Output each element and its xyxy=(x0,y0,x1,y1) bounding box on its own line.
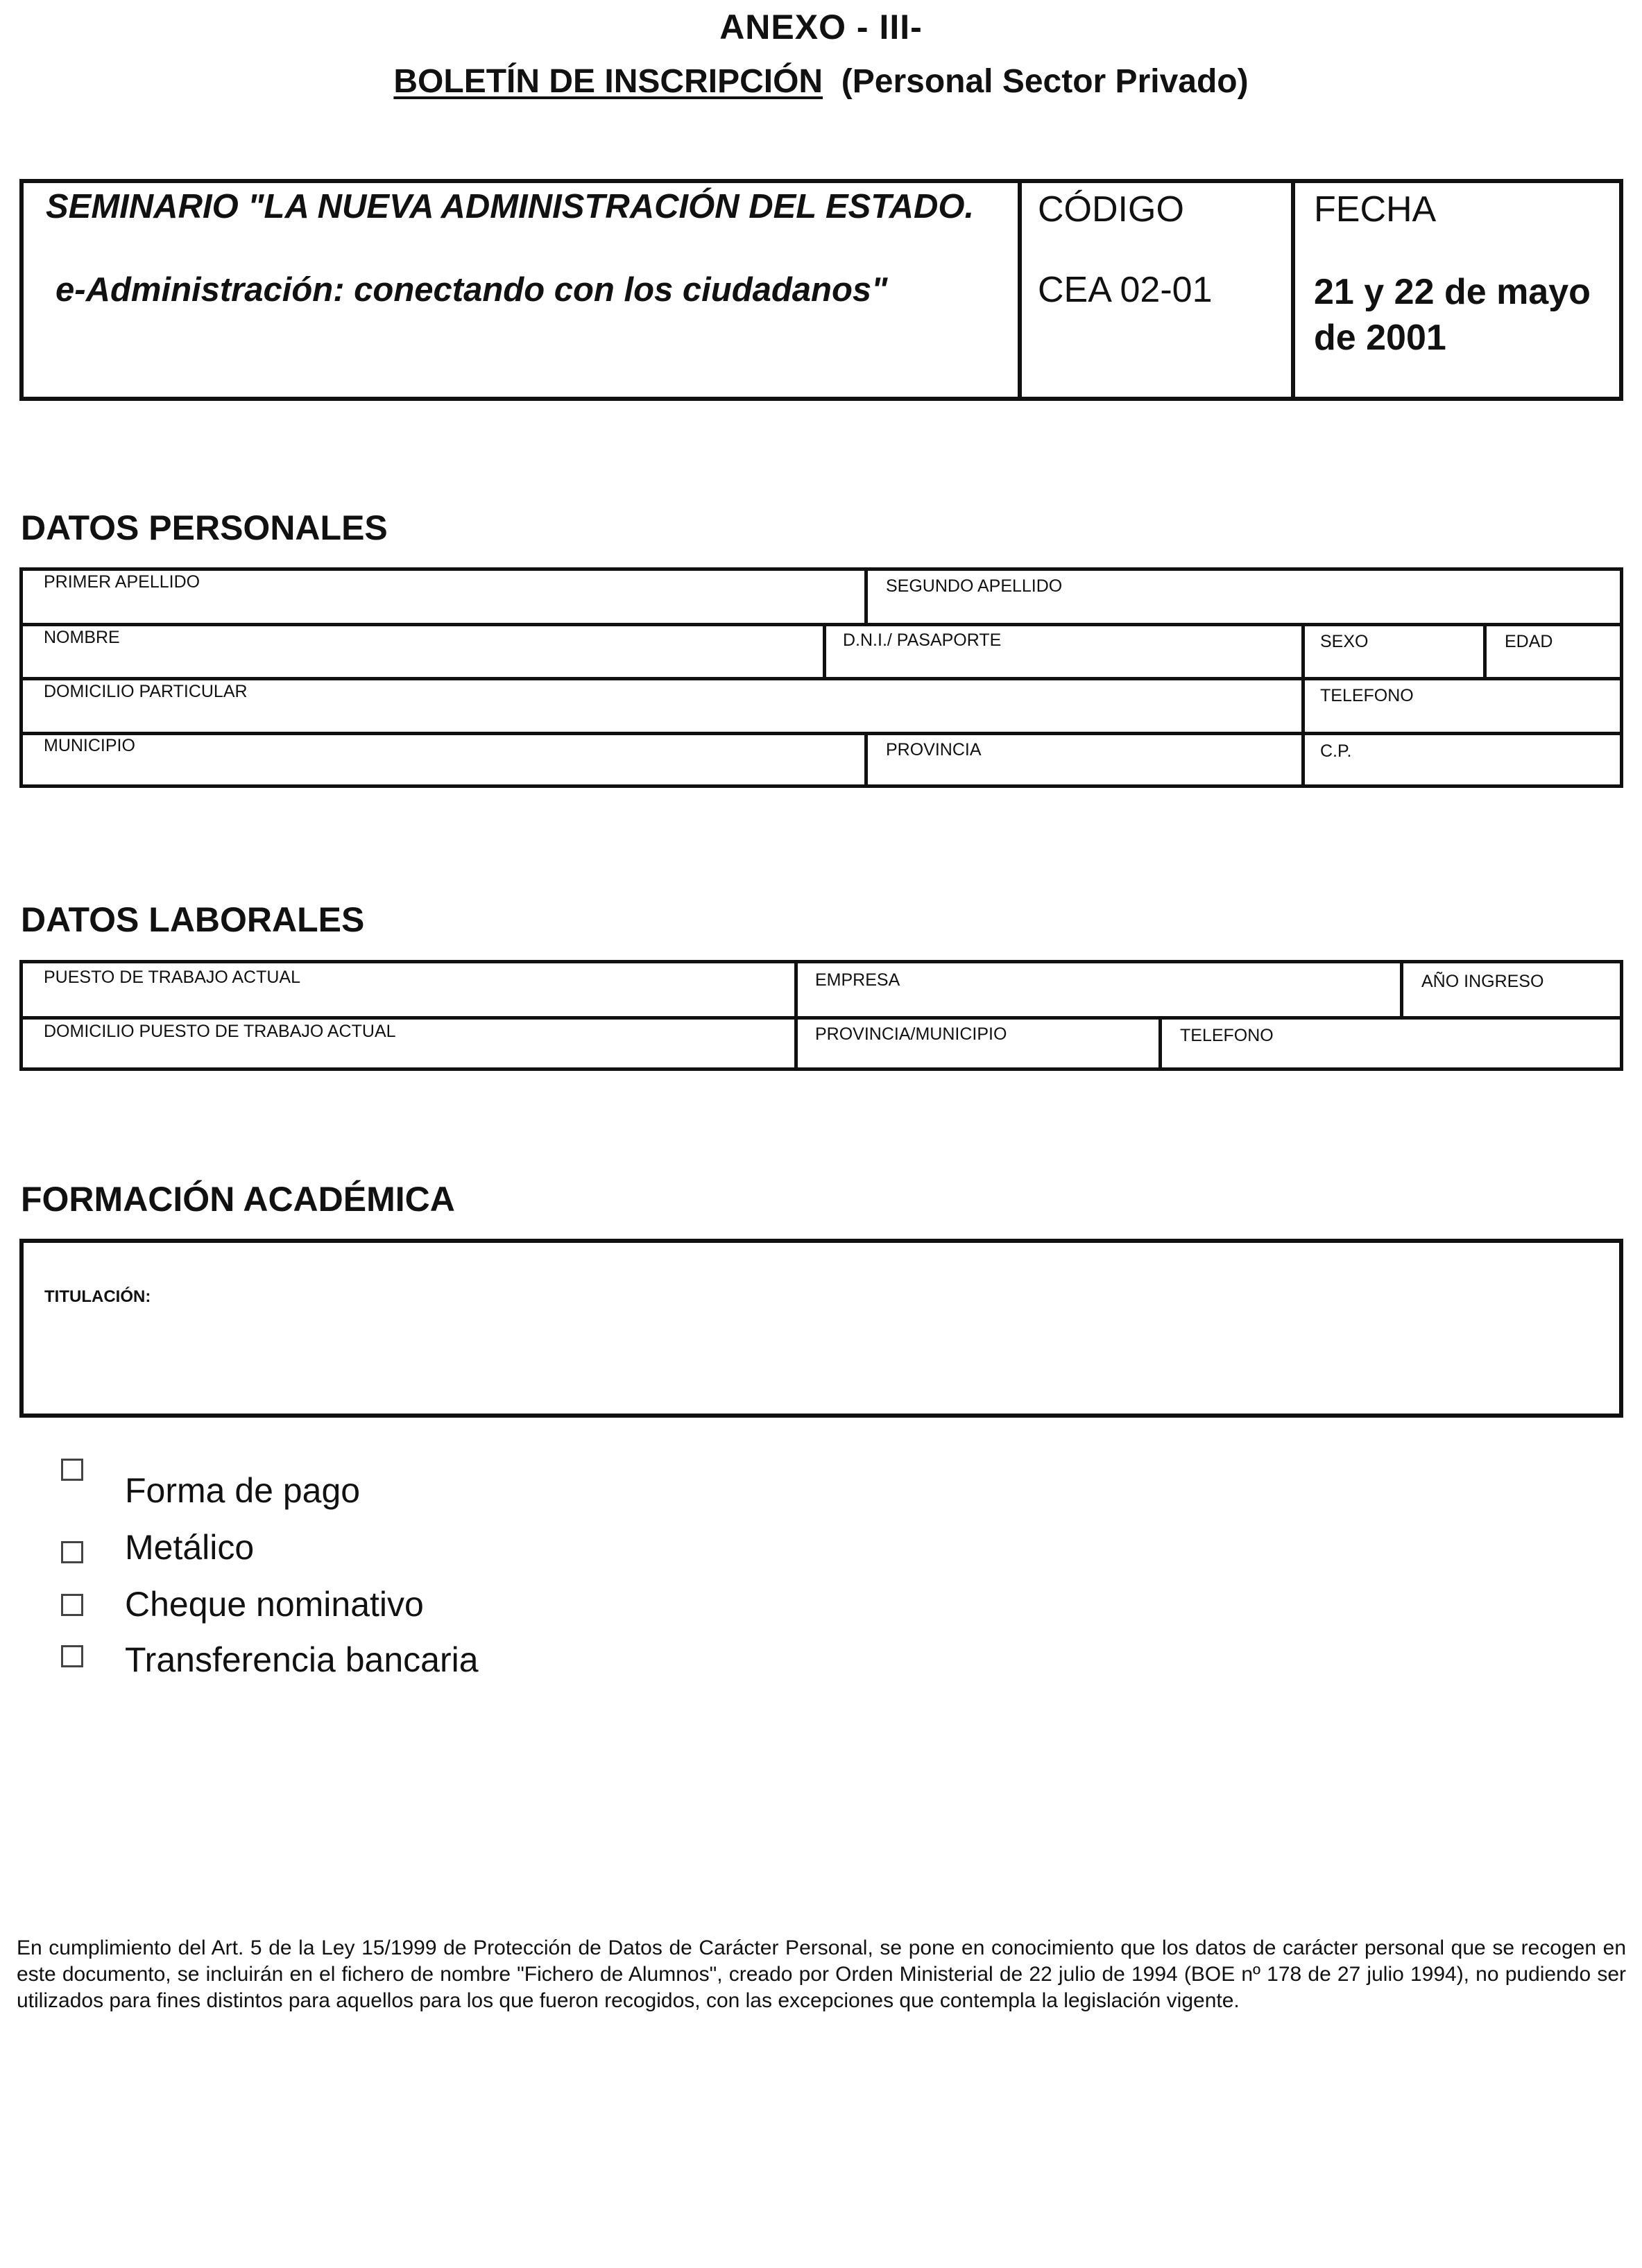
field-empresa[interactable]: EMPRESA xyxy=(815,970,900,990)
row-divider xyxy=(23,1016,1620,1020)
field-ano-ingreso[interactable]: AÑO INGRESO xyxy=(1421,972,1544,991)
form-title-row xyxy=(0,62,1642,101)
row-divider xyxy=(23,677,1620,680)
event-title-line2: e-Administración: conectando con los ciudadanos" xyxy=(55,271,888,309)
field-puesto[interactable]: PUESTO DE TRABAJO ACTUAL xyxy=(44,968,301,987)
date-line2: de 2001 xyxy=(1314,318,1446,358)
cell-divider xyxy=(1483,623,1487,680)
academic-form xyxy=(19,1239,1623,1418)
cell-divider xyxy=(823,623,826,680)
option-metalico: Metálico xyxy=(125,1528,255,1567)
cell-divider xyxy=(794,963,798,1067)
field-telefono-laboral[interactable]: TELEFONO xyxy=(1180,1026,1274,1045)
cell-divider xyxy=(1158,1016,1162,1067)
field-domicilio[interactable]: DOMICILIO PARTICULAR xyxy=(44,682,248,701)
field-dni[interactable]: D.N.I./ PASAPORTE xyxy=(843,630,1002,650)
checkbox-cheque[interactable] xyxy=(61,1594,83,1616)
form-title: BOLETÍN DE INSCRIPCIÓN xyxy=(393,63,823,100)
field-nombre[interactable]: NOMBRE xyxy=(44,628,120,647)
legal-notice: En cumplimiento del Art. 5 de la Ley 15/1999 de Protección de Datos de Carácter Personal, se pone en conocimiento que los datos de carácter personal que se recogen en este documento, se incluirán en el fichero de nombre "Fichero de Alumnos", creado por Orden Ministerial de 22 julio de 1994 (BOE nº 178 de 27 julio 1994), no pudiendo ser utilizados para fines distintos para aquellos para los que fueron recogidos, con las excepciones que contempla la legislación vigente. xyxy=(17,1936,1626,2012)
field-primer-apellido[interactable]: PRIMER APELLIDO xyxy=(44,572,200,592)
section-heading-laboral: DATOS LABORALES xyxy=(21,900,365,939)
labor-data-form xyxy=(19,960,1623,1071)
cell-divider xyxy=(1400,963,1403,1019)
option-forma-de-pago: Forma de pago xyxy=(125,1471,361,1510)
checkbox-forma-de-pago[interactable] xyxy=(61,1459,83,1481)
checkbox-metalico[interactable] xyxy=(61,1541,83,1563)
field-municipio[interactable]: MUNICIPIO xyxy=(44,736,135,755)
event-header-box xyxy=(19,179,1623,401)
personal-data-form xyxy=(19,567,1623,788)
event-title-line1: SEMINARIO "LA NUEVA ADMINISTRACIÓN DEL ESTADO. xyxy=(46,188,975,225)
row-divider xyxy=(23,623,1620,626)
checkbox-transferencia[interactable] xyxy=(61,1645,83,1667)
option-transferencia: Transferencia bancaria xyxy=(125,1640,479,1679)
field-segundo-apellido[interactable]: SEGUNDO APELLIDO xyxy=(886,576,1063,596)
field-edad[interactable]: EDAD xyxy=(1505,632,1553,651)
form-subtitle: (Personal Sector Privado) xyxy=(841,63,1249,100)
section-heading-personal: DATOS PERSONALES xyxy=(21,508,388,547)
annex-title: ANEXO - III- xyxy=(719,8,923,46)
column-divider xyxy=(1291,183,1295,397)
field-domicilio-puesto[interactable]: DOMICILIO PUESTO DE TRABAJO ACTUAL xyxy=(44,1022,396,1041)
section-heading-formacion: FORMACIÓN ACADÉMICA xyxy=(21,1180,455,1219)
field-provincia[interactable]: PROVINCIA xyxy=(886,740,982,759)
field-titulacion[interactable]: TITULACIÓN: xyxy=(44,1287,151,1306)
row-divider xyxy=(23,732,1620,735)
field-provincia-municipio[interactable]: PROVINCIA/MUNICIPIO xyxy=(815,1024,1007,1044)
code-label: CÓDIGO xyxy=(1038,189,1184,230)
option-cheque: Cheque nominativo xyxy=(125,1585,424,1624)
date-line1: 21 y 22 de mayo xyxy=(1314,272,1591,312)
cell-divider xyxy=(864,732,868,784)
field-sexo[interactable]: SEXO xyxy=(1320,632,1369,651)
field-telefono[interactable]: TELEFONO xyxy=(1320,686,1414,705)
cell-divider xyxy=(1301,623,1305,784)
code-value: CEA 02-01 xyxy=(1038,270,1213,310)
cell-divider xyxy=(864,571,868,625)
column-divider xyxy=(1018,183,1022,397)
date-label: FECHA xyxy=(1314,189,1437,230)
field-cp[interactable]: C.P. xyxy=(1320,741,1352,761)
